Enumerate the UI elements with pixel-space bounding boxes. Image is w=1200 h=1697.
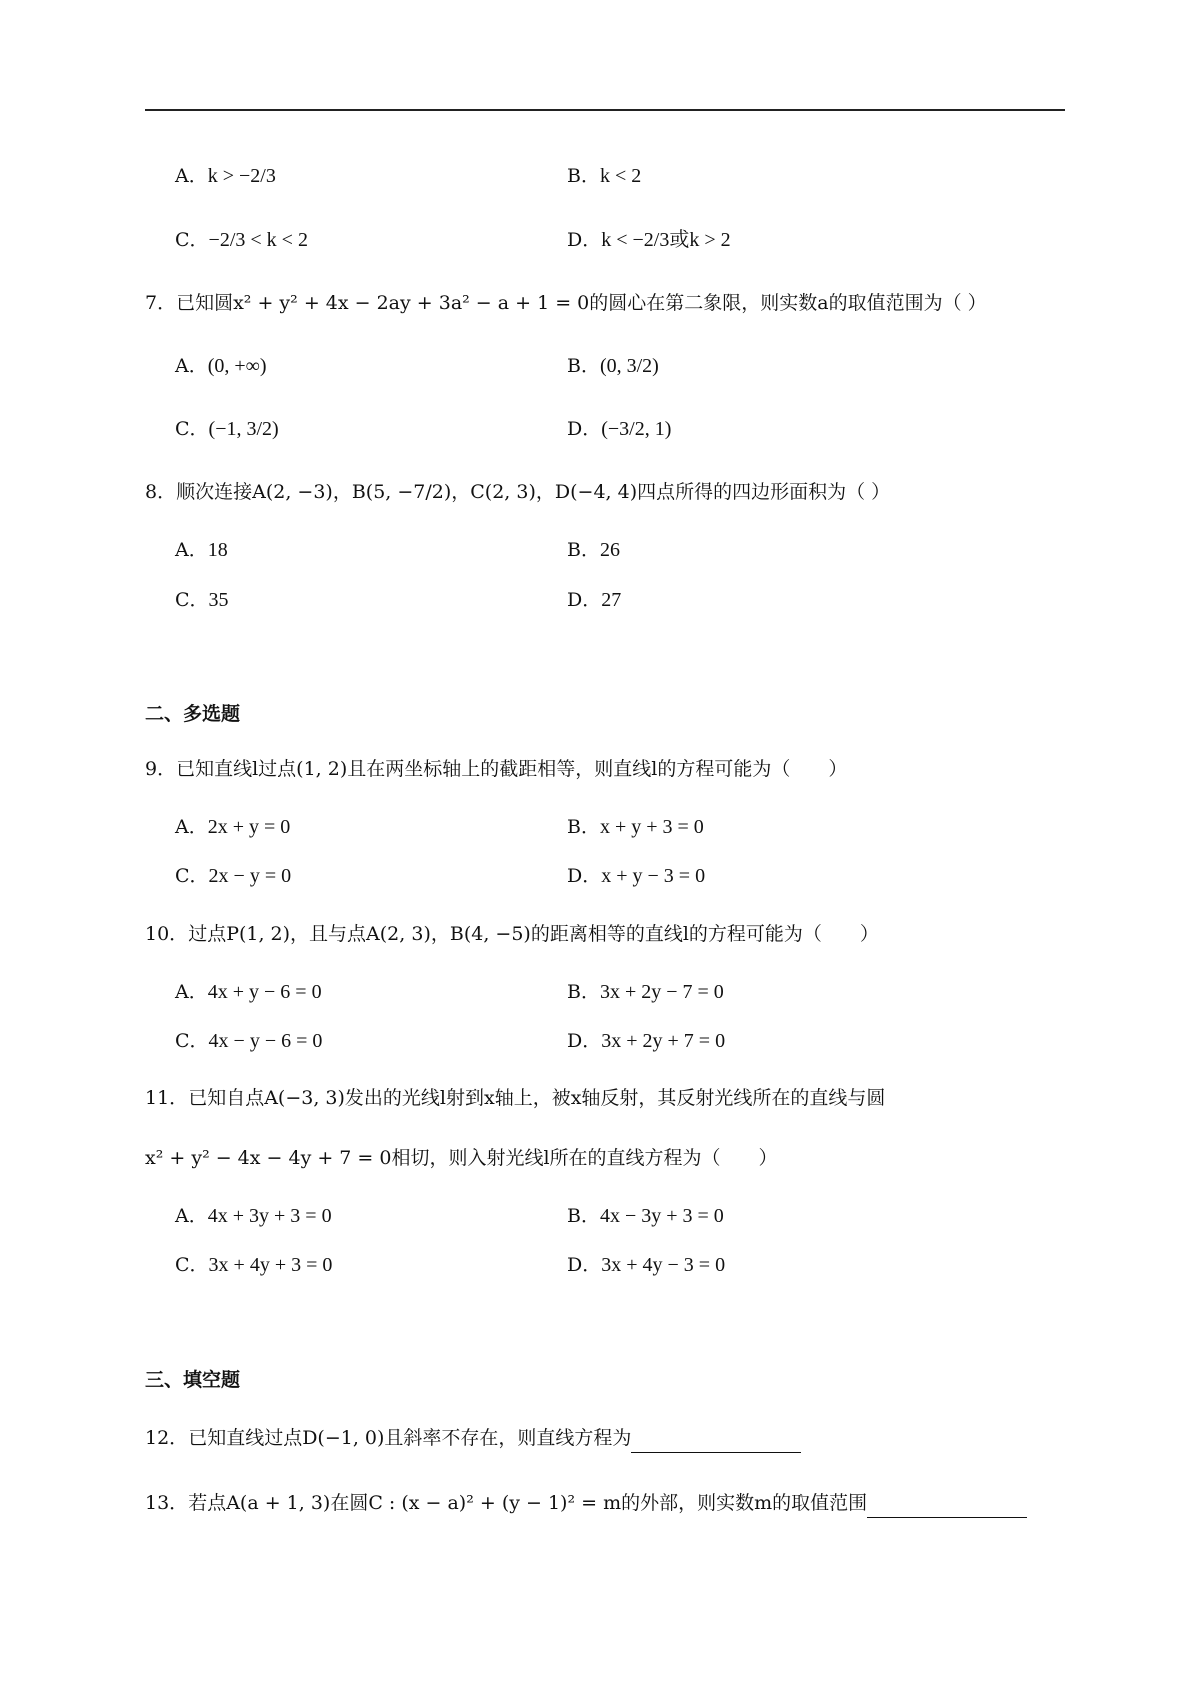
q10-option-d: D．3x + 2y + 7 = 0: [567, 1030, 726, 1052]
q6-option-c: C．−2/3 < k < 2: [175, 229, 308, 251]
q10-stem: 10．过点P(1, 2)，且与点A(2, 3)，B(4, −5)的距离相等的直线l的方程可能为（ ）: [145, 923, 879, 945]
header-rule: [145, 109, 1065, 111]
q9-option-a: A．2x + y = 0: [175, 816, 291, 838]
section-multi-choice-title: 二、多选题: [145, 703, 241, 725]
q6-option-b: B．k < 2: [567, 165, 642, 187]
q13-answer-blank[interactable]: [867, 1489, 1027, 1518]
q8-option-a: A．18: [175, 539, 228, 561]
q7-stem: 7．已知圆x² + y² + 4x − 2ay + 3a² − a + 1 = 0的圆心在第二象限，则实数a的取值范围为（ ）: [145, 292, 987, 314]
q7-option-d: D．(−3/2, 1): [567, 418, 672, 440]
q7-option-c: C．(−1, 3/2): [175, 418, 279, 440]
q10-option-b: B．3x + 2y − 7 = 0: [567, 981, 724, 1003]
q8-stem: 8．顺次连接A(2, −3)，B(5, −7/2)，C(2, 3)，D(−4, 4)四点所得的四边形面积为（ ）: [145, 481, 891, 503]
q13-stem: 13．若点A(a + 1, 3)在圆C : (x − a)² + (y − 1)² = m的外部，则实数m的取值范围: [145, 1489, 1027, 1518]
q8-option-d: D．27: [567, 589, 622, 611]
q7-option-b: B．(0, 3/2): [567, 355, 659, 377]
q8-option-b: B．26: [567, 539, 620, 561]
q12-answer-blank[interactable]: [631, 1424, 801, 1453]
q10-option-a: A．4x + y − 6 = 0: [175, 981, 322, 1003]
q9-option-d: D．x + y − 3 = 0: [567, 865, 706, 887]
q9-stem: 9．已知直线l过点(1, 2)且在两坐标轴上的截距相等，则直线l的方程可能为（ ）: [145, 758, 848, 780]
q11-option-a: A．4x + 3y + 3 = 0: [175, 1205, 332, 1227]
q11-option-d: D．3x + 4y − 3 = 0: [567, 1254, 726, 1276]
q9-option-b: B．x + y + 3 = 0: [567, 816, 704, 838]
q10-option-c: C．4x − y − 6 = 0: [175, 1030, 323, 1052]
q6-option-d: D．k < −2/3或k > 2: [567, 229, 731, 251]
q6-option-a: A．k > −2/3: [175, 165, 276, 187]
section-fill-blank-title: 三、填空题: [145, 1369, 241, 1391]
q12-stem: 12．已知直线过点D(−1, 0)且斜率不存在，则直线方程为: [145, 1424, 801, 1453]
q11-stem-line2: x² + y² − 4x − 4y + 7 = 0相切，则入射光线l所在的直线方程为（ ）: [145, 1147, 778, 1169]
q11-option-c: C．3x + 4y + 3 = 0: [175, 1254, 333, 1276]
q7-option-a: A．(0, +∞): [175, 355, 267, 377]
q8-option-c: C．35: [175, 589, 229, 611]
q9-option-c: C．2x − y = 0: [175, 865, 292, 887]
q11-option-b: B．4x − 3y + 3 = 0: [567, 1205, 724, 1227]
q11-stem-line1: 11．已知自点A(−3, 3)发出的光线l射到x轴上，被x轴反射，其反射光线所在的直线与圆: [145, 1087, 886, 1109]
